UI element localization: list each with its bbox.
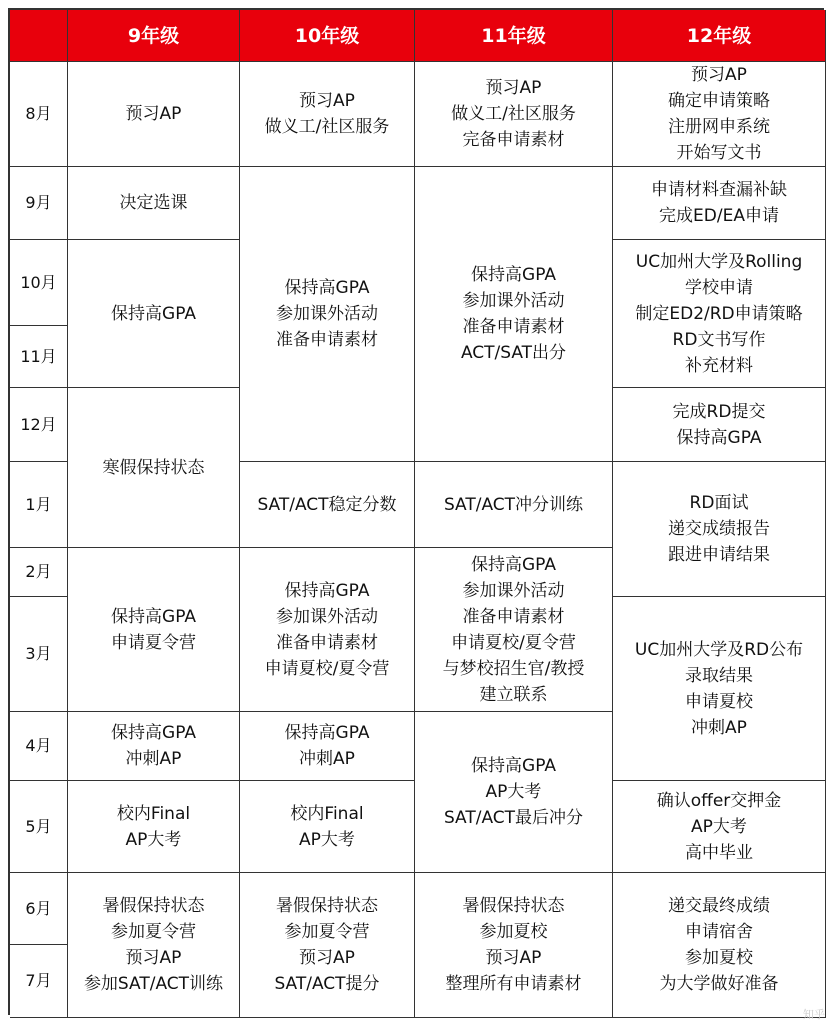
application-timeline-table: [8, 8, 824, 1015]
header-grade-10: [240, 10, 415, 62]
g10-may-cell: [240, 781, 415, 873]
g10-jun-jul-text: 暑假保持状态 参加夏令营 预习AP SAT/ACT提分: [274, 896, 380, 994]
g9-feb-mar-text: 保持高GPA 申请夏令营: [111, 606, 196, 653]
g10-aug-cell: [240, 62, 415, 167]
g12-mar-apr-cell: [613, 597, 826, 781]
g11-aug-cell: [415, 62, 613, 167]
g11-sep-dec-text: 保持高GPA 参加课外活动 准备申请素材 ACT/SAT出分: [460, 265, 567, 363]
g12-oct-nov-cell: [613, 240, 826, 388]
month-apr: [10, 712, 68, 781]
g10-jun-jul-cell: [240, 873, 415, 1018]
g9-oct-nov-text: 保持高GPA: [111, 303, 196, 324]
month-feb: [10, 548, 68, 597]
month-mar: [10, 597, 68, 712]
g10-feb-mar-cell: [240, 548, 415, 712]
g9-may-cell: [68, 781, 240, 873]
month-label: 3月: [25, 644, 52, 663]
g11-sep-dec-cell: [415, 167, 613, 462]
g12-may-text: 确认offer交押金 AP大考 高中毕业: [656, 790, 782, 863]
g10-sep-dec-cell: [240, 167, 415, 462]
month-label: 4月: [25, 736, 52, 755]
g9-dec-jan-text: 寒假保持状态: [102, 457, 205, 478]
month-label: 6月: [25, 898, 52, 918]
g12-jan-feb-text: RD面试 递交成绩报告 跟进申请结果: [668, 493, 770, 565]
month-jun: [10, 873, 68, 945]
g12-dec-cell: [613, 388, 826, 462]
g11-feb-mar-text: 保持高GPA 参加课外活动 准备申请素材 申请夏校/夏令营 与梦校招生官/教授 建立联系: [442, 554, 585, 705]
header-grade-12-label: 12年级: [686, 24, 752, 47]
g12-jun-jul-cell: [613, 873, 826, 1018]
month-label: 7月: [25, 971, 52, 990]
g9-jun-jul-text: 暑假保持状态 参加夏令营 预习AP 参加SAT/ACT训练: [83, 896, 224, 994]
month-dec: [10, 388, 68, 462]
g10-may-text: 校内Final AP大考: [290, 803, 364, 850]
month-jul: [10, 945, 68, 1018]
g9-sep-cell: [68, 167, 240, 240]
month-label: 9月: [25, 193, 52, 212]
header-grade-9: [68, 10, 240, 62]
g11-jun-jul-cell: [415, 873, 613, 1018]
g9-oct-nov-cell: [68, 240, 240, 388]
g11-jan-text: SAT/ACT冲分训练: [443, 494, 584, 515]
g12-jan-feb-cell: [613, 462, 826, 597]
month-jan: [10, 462, 68, 548]
month-aug: [10, 62, 68, 167]
header-grade-12: [613, 10, 826, 62]
g12-sep-text: 申请材料查漏补缺 完成ED/EA申请: [651, 180, 787, 226]
watermark: 知乎: [803, 1008, 825, 1021]
g11-apr-may-text: 保持高GPA AP大考 SAT/ACT最后冲分: [443, 756, 584, 828]
g11-jun-jul-text: 暑假保持状态 参加夏校 预习AP 整理所有申请素材: [445, 896, 582, 994]
g12-sep-cell: [613, 167, 826, 240]
g12-may-cell: [613, 781, 826, 873]
month-label: 1月: [25, 494, 52, 514]
month-oct: [10, 240, 68, 326]
header-grade-11-label: 11年级: [481, 24, 546, 47]
g10-aug-text: 预习AP 做义工/社区服务: [264, 91, 390, 137]
month-label: 2月: [25, 562, 52, 581]
g11-jan-cell: [415, 462, 613, 548]
month-nov: [10, 326, 68, 388]
header-corner: [10, 10, 68, 62]
g9-aug-text: 预习AP: [125, 104, 182, 124]
g9-apr-text: 保持高GPA 冲刺AP: [111, 723, 196, 769]
g12-jun-jul-text: 递交最终成绩 申请宿舍 参加夏校 为大学做好准备: [659, 896, 779, 994]
g10-jan-text: SAT/ACT稳定分数: [257, 494, 397, 515]
month-label: 10月: [20, 272, 57, 292]
g11-feb-mar-cell: [415, 548, 613, 712]
g10-feb-mar-text: 保持高GPA 参加课外活动 准备申请素材 申请夏校/夏令营: [264, 580, 390, 679]
month-label: 12月: [20, 414, 57, 434]
g10-apr-text: 保持高GPA 冲刺AP: [284, 723, 370, 769]
g11-apr-may-cell: [415, 712, 613, 873]
g9-feb-mar-cell: [68, 548, 240, 712]
g9-sep-text: 决定选课: [119, 193, 188, 213]
g12-aug-cell: [613, 62, 826, 167]
g12-mar-apr-text: UC加州大学及RD公布 录取结果 申请夏校 冲刺AP: [634, 639, 804, 738]
header-grade-9-label: 9年级: [127, 24, 180, 47]
g12-oct-nov-text: UC加州大学及Rolling 学校申请 制定ED2/RD申请策略 RD文书写作 补充材料: [635, 251, 803, 376]
g9-aug-cell: [68, 62, 240, 167]
g9-jun-jul-cell: [68, 873, 240, 1018]
g12-dec-text: 完成RD提交 保持高GPA: [672, 401, 766, 448]
month-label: 11月: [20, 346, 57, 366]
month-may: [10, 781, 68, 873]
g10-apr-cell: [240, 712, 415, 781]
month-label: 8月: [25, 104, 52, 123]
header-grade-11: [415, 10, 613, 62]
g10-sep-dec-text: 保持高GPA 参加课外活动 准备申请素材: [276, 278, 378, 350]
month-label: 5月: [25, 816, 52, 836]
month-sep: [10, 167, 68, 240]
g9-dec-jan-cell: [68, 388, 240, 548]
g9-may-text: 校内Final AP大考: [116, 803, 191, 850]
g12-aug-text: 预习AP 确定申请策略 注册网申系统 开始写文书: [668, 65, 770, 163]
g10-jan-cell: [240, 462, 415, 548]
header-grade-10-label: 10年级: [294, 24, 360, 47]
g11-aug-text: 预习AP 做义工/社区服务 完备申请素材: [451, 78, 576, 150]
g9-apr-cell: [68, 712, 240, 781]
